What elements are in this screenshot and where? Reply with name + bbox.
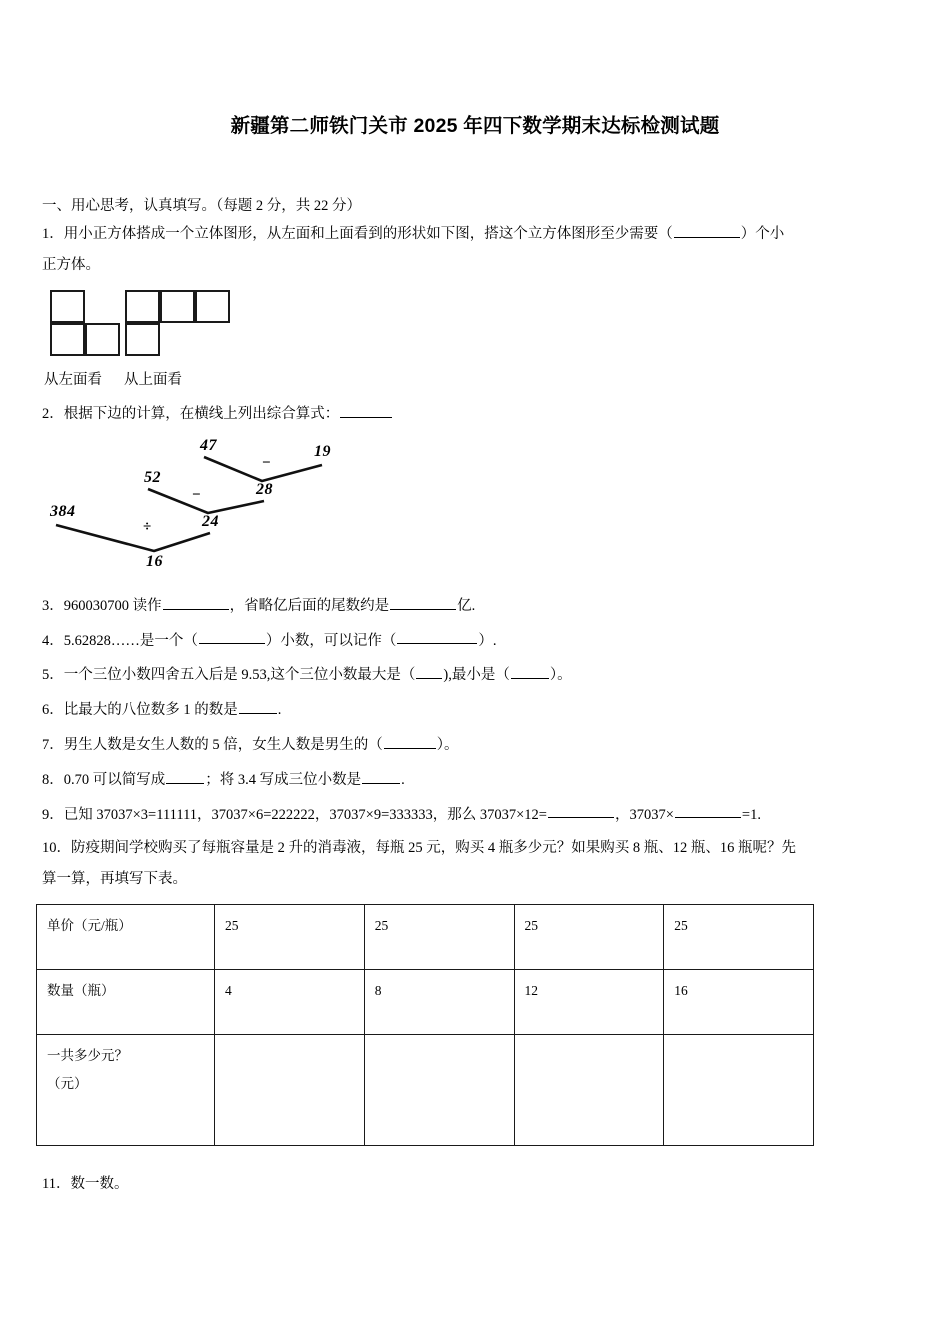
answer-blank[interactable]	[390, 595, 456, 610]
question-10-table	[36, 904, 814, 1146]
answer-blank[interactable]	[384, 734, 436, 749]
question-9-part-a: 9．已知 37037×3=111111，37037×6=222222，37037×9=333333，那么 37037×12=	[42, 806, 547, 823]
table-cell[interactable]: 25	[514, 905, 664, 970]
answer-blank[interactable]	[199, 630, 265, 645]
question-5-part-c: ）。	[549, 667, 572, 684]
question-8-part-c: .	[401, 771, 405, 788]
question-2-diagram	[42, 435, 462, 585]
question-7-part-a: 7．男生人数是女生人数的 5 倍，女生人数是男生的（	[42, 736, 383, 753]
table-cell[interactable]: 25	[364, 905, 514, 970]
question-1-text-a: 1．用小正方体搭成一个立体图形，从左面和上面看到的形状如下图，搭这个立方体图形至少需要（	[42, 226, 673, 243]
question-4-part-c: ）.	[478, 632, 497, 649]
section-heading: 一、用心思考，认真填写。（每题 2 分，共 22 分）	[42, 198, 361, 214]
question-8-part-b: ；将 3.4 写成三位小数是	[205, 771, 362, 788]
table-cell[interactable]	[514, 1035, 664, 1146]
question-3-part-b: ，省略亿后面的尾数约是	[229, 597, 390, 614]
cascade-operator: −	[192, 486, 201, 503]
answer-blank[interactable]	[548, 804, 614, 819]
question-9-part-b: ，37037×	[614, 806, 674, 823]
row-label: 数量（瓶）	[37, 970, 215, 1035]
question-4-part-b: ）小数，可以记作（	[265, 632, 397, 649]
figure-right-cell	[125, 323, 160, 356]
question-11: 11．数一数。	[42, 1176, 129, 1193]
question-3-part-a: 3．960030700 读作	[42, 597, 162, 614]
figure-right-cell	[125, 290, 160, 323]
cascade-node: 16	[146, 552, 163, 570]
cascade-connectors-svg	[42, 435, 462, 585]
table-cell[interactable]	[215, 1035, 365, 1146]
cascade-node: 384	[50, 502, 76, 520]
figure-left-cell	[50, 323, 85, 356]
cascade-node: 24	[202, 512, 219, 530]
question-3-part-c: 亿.	[457, 597, 476, 614]
question-1-figure-captions	[44, 368, 908, 389]
answer-blank[interactable]	[362, 769, 400, 784]
cascade-operator: −	[262, 454, 271, 471]
question-10-text-a: 10．防疫期间学校购买了每瓶容量是 2 升的消毒液，每瓶 25 元，购买 4 瓶多少元？如果购买 8 瓶、12 瓶、16 瓶呢？先	[42, 840, 796, 857]
question-1-text-b: ）个小	[740, 226, 785, 243]
question-5-part-b: ),最小是（	[443, 667, 510, 684]
question-1-text	[42, 223, 908, 245]
question-6-part-a: 6．比最大的八位数多 1 的数是	[42, 701, 238, 718]
page-title: 新疆第二师铁门关市 2025 年四下数学期末达标检测试题	[230, 115, 720, 137]
row-label: 单价（元/瓶）	[37, 905, 215, 970]
question-6	[42, 699, 908, 721]
question-9-part-c: =1.	[741, 806, 761, 823]
cascade-node: 47	[200, 436, 217, 454]
question-7	[42, 734, 908, 756]
question-2-text	[42, 403, 908, 425]
table-row	[37, 970, 814, 1035]
figure-right-cell	[195, 290, 230, 323]
answer-blank[interactable]	[163, 595, 229, 610]
cascade-node: 19	[314, 442, 331, 460]
table-row	[37, 1035, 814, 1146]
table-cell[interactable]	[364, 1035, 514, 1146]
table-cell[interactable]: 25	[215, 905, 365, 970]
table-cell[interactable]: 12	[514, 970, 664, 1035]
table-cell[interactable]: 16	[664, 970, 814, 1035]
row-label	[37, 1035, 215, 1146]
exam-body	[42, 196, 908, 1208]
question-1-text-c: 正方体。	[42, 257, 100, 274]
question-5-part-a: 5．一个三位小数四舍五入后是 9.53,这个三位小数最大是（	[42, 667, 416, 684]
cascade-node: 52	[144, 468, 161, 486]
question-6-part-b: .	[277, 701, 282, 718]
cascade-operator: ÷	[143, 518, 152, 535]
answer-blank[interactable]	[511, 664, 549, 679]
question-4	[42, 630, 908, 652]
table-cell[interactable]: 25	[664, 905, 814, 970]
question-8	[42, 769, 908, 791]
table-cell[interactable]: 4	[215, 970, 365, 1035]
question-1-figures	[46, 286, 908, 364]
answer-blank[interactable]	[166, 769, 204, 784]
figure-left-cell	[85, 323, 120, 356]
figure-right-cell	[160, 290, 195, 323]
figure-left-cell	[50, 290, 85, 323]
question-7-part-b: ）。	[436, 736, 459, 753]
question-9	[42, 804, 908, 826]
row-label-line-1: 一共多少元？	[47, 1048, 128, 1064]
answer-blank[interactable]	[675, 804, 741, 819]
answer-blank[interactable]	[674, 223, 740, 238]
question-5	[42, 664, 908, 686]
caption-left: 从左面看	[44, 372, 102, 389]
answer-blank[interactable]	[239, 699, 277, 714]
table-row	[37, 905, 814, 970]
caption-right: 从上面看	[124, 372, 182, 389]
question-10-text-b: 算一算，再填写下表。	[42, 871, 187, 888]
row-label-line-2: （元）	[47, 1076, 88, 1091]
table-cell[interactable]	[664, 1035, 814, 1146]
cascade-node: 28	[256, 480, 273, 498]
answer-blank[interactable]	[416, 664, 442, 679]
answer-blank[interactable]	[397, 630, 477, 645]
question-8-part-a: 8．0.70 可以简写成	[42, 771, 166, 788]
question-4-part-a: 4．5.62828……是一个（	[42, 632, 198, 649]
question-3	[42, 595, 908, 617]
question-2-label: 2．根据下边的计算，在横线上列出综合算式：	[42, 405, 340, 422]
answer-blank[interactable]	[340, 403, 392, 418]
table-cell[interactable]: 8	[364, 970, 514, 1035]
